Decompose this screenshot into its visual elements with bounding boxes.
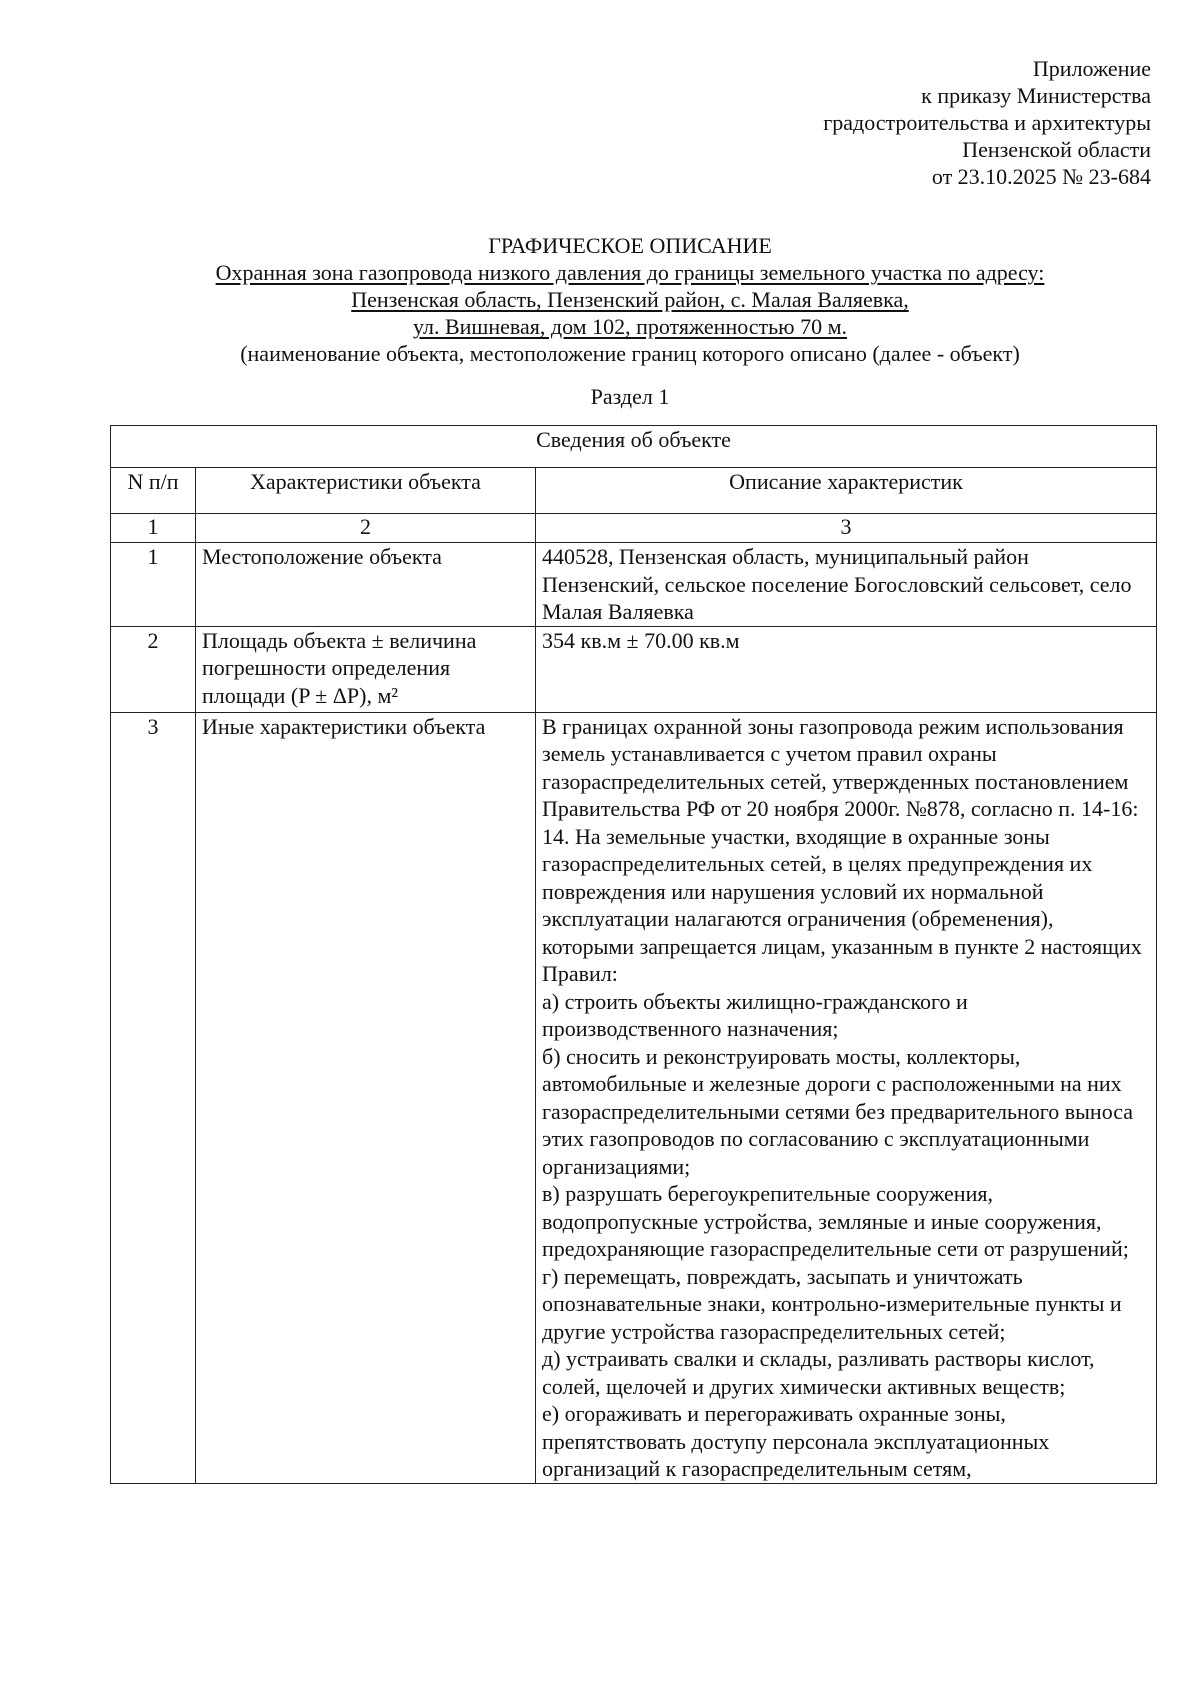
column-header: N п/п [111, 468, 196, 514]
description-paragraph: 14. На земельные участки, входящие в охранные зоны газораспределительных сетей, в целях предупреждения их повреждения или нарушения условий их нормальной эксплуатации налагаются ограничения (обременения), которыми запрещается лицам, указанным в пункте 2 настоящих Правил: [542, 823, 1142, 986]
column-header: Описание характеристик [536, 468, 1157, 514]
table-row [111, 712, 1157, 1483]
document-title: ГРАФИЧЕСКОЕ ОПИСАНИЕ [488, 233, 772, 258]
row-characteristic: Площадь объекта ± величина погрешности определения площади (P ± ΔP), м² [196, 626, 536, 712]
object-name-line: Охранная зона газопровода низкого давления до границы земельного участка по адресу: [215, 260, 1045, 285]
section-label: Раздел 1 [590, 384, 670, 409]
description-paragraph: д) устраивать свалки и склады, разливать растворы кислот, солей, щелочей и других химически активных веществ; [542, 1346, 1095, 1399]
description-paragraph: б) сносить и реконструировать мосты, коллекторы, автомобильные и железные дороги с расположенными на них газораспределительными сетями без предварительного выноса этих газопроводов по согласованию с эксплуатационными организациями; [542, 1043, 1134, 1179]
row-characteristic: Иные характеристики объекта [196, 712, 536, 1483]
document-heading [100, 232, 1160, 367]
appendix-block [551, 55, 1151, 190]
column-number: 3 [536, 514, 1157, 543]
row-characteristic: Местоположение объекта [196, 543, 536, 627]
column-number: 2 [196, 514, 536, 543]
table-header-row [111, 468, 1157, 514]
description-paragraph: 354 кв.м ± 70.00 кв.м [542, 627, 740, 653]
column-number-row [111, 514, 1157, 543]
appendix-line: от 23.10.2025 № 23-684 [931, 164, 1151, 189]
table-title: Сведения об объекте [111, 426, 1157, 468]
table-row [111, 626, 1157, 712]
description-paragraph: 440528, Пензенская область, муниципальный район Пензенский, сельское поселение Богословский сельсовет, село Малая Валяевка [542, 544, 1132, 624]
appendix-line: к приказу Министерства [921, 83, 1151, 108]
row-number: 2 [111, 626, 196, 712]
row-description [536, 712, 1157, 1483]
object-info-table [110, 425, 1157, 1484]
object-caption: (наименование объекта, местоположение границ которого описано (далее - объект) [240, 341, 1020, 366]
object-name-line: Пензенская область, Пензенский район, с. Малая Валяевка, [351, 287, 909, 312]
appendix-line: градостроительства и архитектуры [823, 110, 1151, 135]
row-description [536, 626, 1157, 712]
table-row [111, 543, 1157, 627]
table-title-row [111, 426, 1157, 468]
description-paragraph: в) разрушать берегоукрепительные сооружения, водопропускные устройства, земляные и иные сооружения, предохраняющие газораспределительные сети от разрушений; [542, 1181, 1129, 1261]
column-header: Характеристики объекта [196, 468, 536, 514]
object-name-line: ул. Вишневая, дом 102, протяженностью 70 м. [412, 314, 848, 339]
column-number: 1 [111, 514, 196, 543]
row-number: 3 [111, 712, 196, 1483]
row-number: 1 [111, 543, 196, 627]
appendix-line: Пензенской области [962, 137, 1151, 162]
appendix-line: Приложение [1032, 56, 1151, 81]
description-paragraph: а) строить объекты жилищно-гражданского и производственного назначения; [542, 988, 968, 1041]
description-paragraph: е) огораживать и перегораживать охранные зоны, препятствовать доступу персонала эксплуатационных организаций к газораспределительным сетям, [542, 1401, 1050, 1481]
description-paragraph: г) перемещать, повреждать, засыпать и уничтожать опознавательные знаки, контрольно-измерительные пункты и другие устройства газораспределительных сетей; [542, 1263, 1122, 1344]
description-paragraph: В границах охранной зоны газопровода режим использования земель устанавливается с учетом правил охраны газораспределительных сетей, утвержденных постановлением Правительства РФ от 20 ноября 2000г. №878, согласно п. 14-16: [542, 713, 1139, 821]
row-description [536, 543, 1157, 627]
